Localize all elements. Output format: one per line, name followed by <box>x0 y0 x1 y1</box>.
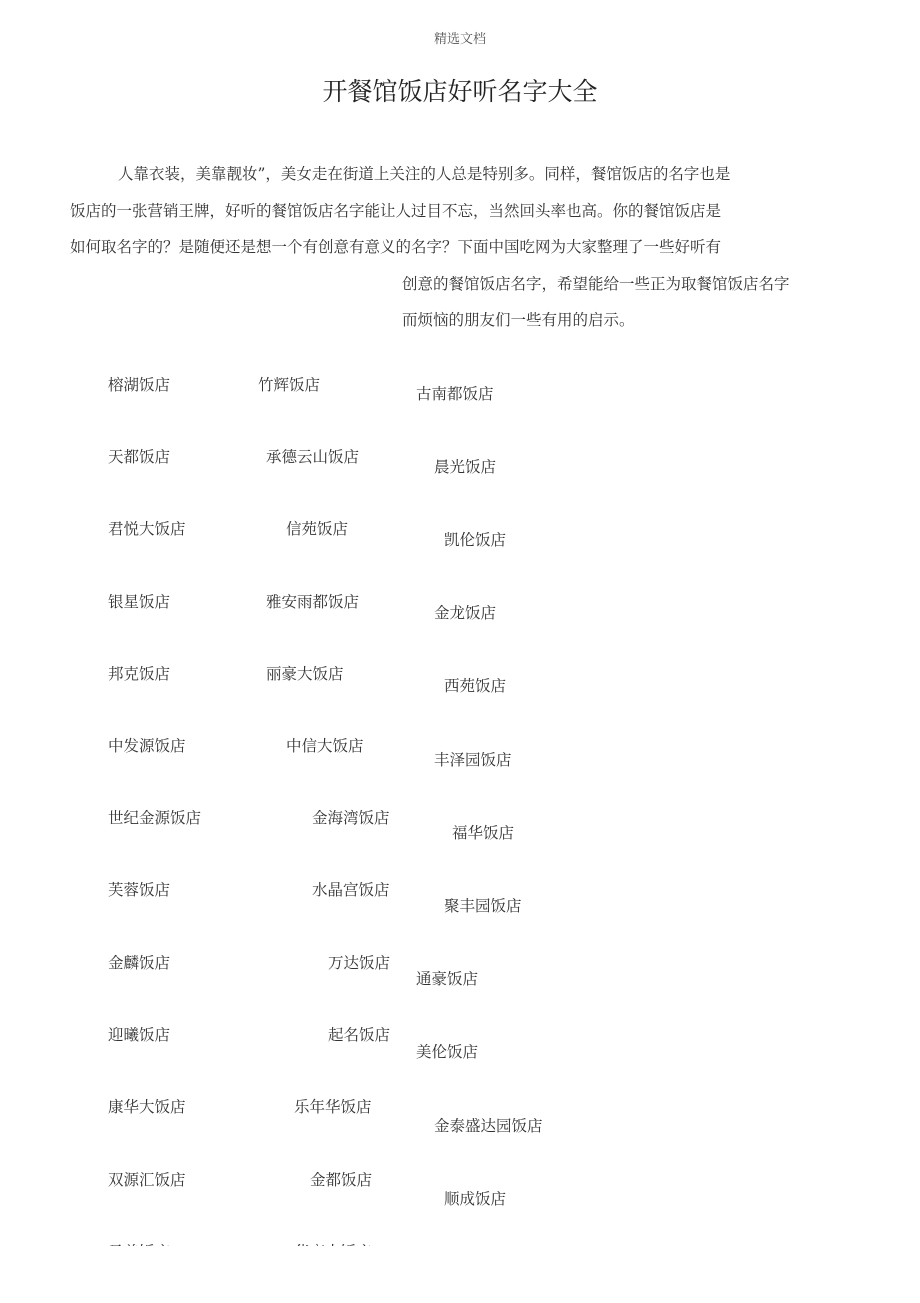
restaurant-name: 金麟饭店 <box>108 954 171 972</box>
restaurant-name: 世纪金源饭店 <box>108 809 202 827</box>
intro-line: 如何取名字的？是随便还是想一个有创意有意义的名字？下面中国吃网为大家整理了一些好听有 <box>70 238 722 256</box>
restaurant-name: 中发源饭店 <box>108 737 186 755</box>
restaurant-name: 乐年华饭店 <box>294 1098 372 1116</box>
restaurant-name: 竹辉饭店 <box>258 376 321 394</box>
restaurant-name: 中信大饭店 <box>286 737 364 755</box>
page-bottom-edge <box>0 1246 920 1303</box>
restaurant-name: 雅安雨都饭店 <box>266 593 360 611</box>
restaurant-name: 水晶宫饭店 <box>312 881 390 899</box>
intro-line: 创意的餐馆饭店名字，希望能给一些正为取餐馆饭店名字 <box>402 275 790 293</box>
restaurant-name: 美伦饭店 <box>416 1043 479 1061</box>
restaurant-name: 迎曦饭店 <box>108 1026 171 1044</box>
restaurant-name: 金都饭店 <box>310 1171 373 1189</box>
restaurant-name: 聚丰园饭店 <box>444 897 522 915</box>
restaurant-name: 双源汇饭店 <box>108 1171 186 1189</box>
restaurant-name: 金海湾饭店 <box>312 809 390 827</box>
restaurant-name: 西苑饭店 <box>444 677 507 695</box>
restaurant-name: 天都饭店 <box>108 448 171 466</box>
page-header-note: 精选文档 <box>433 32 486 47</box>
restaurant-name: 榕湖饭店 <box>108 376 171 394</box>
restaurant-name: 金泰盛达园饭店 <box>434 1117 543 1135</box>
restaurant-name: 凯伦饭店 <box>444 531 507 549</box>
restaurant-name: 邦克饭店 <box>108 665 171 683</box>
restaurant-name: 金龙饭店 <box>434 604 497 622</box>
document-title: 开餐馆饭店好听名字大全 <box>322 77 598 106</box>
intro-line: 而烦恼的朋友们一些有用的启示。 <box>402 311 635 329</box>
restaurant-name: 银星饭店 <box>108 593 171 611</box>
restaurant-name: 承德云山饭店 <box>266 448 360 466</box>
restaurant-name: 福华饭店 <box>452 824 515 842</box>
restaurant-name: 信苑饭店 <box>286 520 349 538</box>
restaurant-name: 顺成饭店 <box>444 1190 507 1208</box>
restaurant-name: 芙蓉饭店 <box>108 881 171 899</box>
restaurant-name: 丽豪大饭店 <box>266 665 344 683</box>
intro-line: 人靠衣装，美靠靓妆”，美女走在街道上关注的人总是特别多。同样，餐馆饭店的名字也是 <box>118 165 731 183</box>
intro-line: 饭店的一张营销王牌，好听的餐馆饭店名字能让人过目不忘，当然回头率也高。你的餐馆饭店是 <box>70 202 722 220</box>
restaurant-name: 古南都饭店 <box>416 385 494 403</box>
restaurant-name: 君悦大饭店 <box>108 520 186 538</box>
restaurant-name: 丰泽园饭店 <box>434 751 512 769</box>
restaurant-name: 通豪饭店 <box>416 970 479 988</box>
restaurant-name: 晨光饭店 <box>434 458 497 476</box>
restaurant-name: 康华大饭店 <box>108 1098 186 1116</box>
restaurant-name: 万达饭店 <box>328 954 391 972</box>
restaurant-name: 起名饭店 <box>328 1026 391 1044</box>
